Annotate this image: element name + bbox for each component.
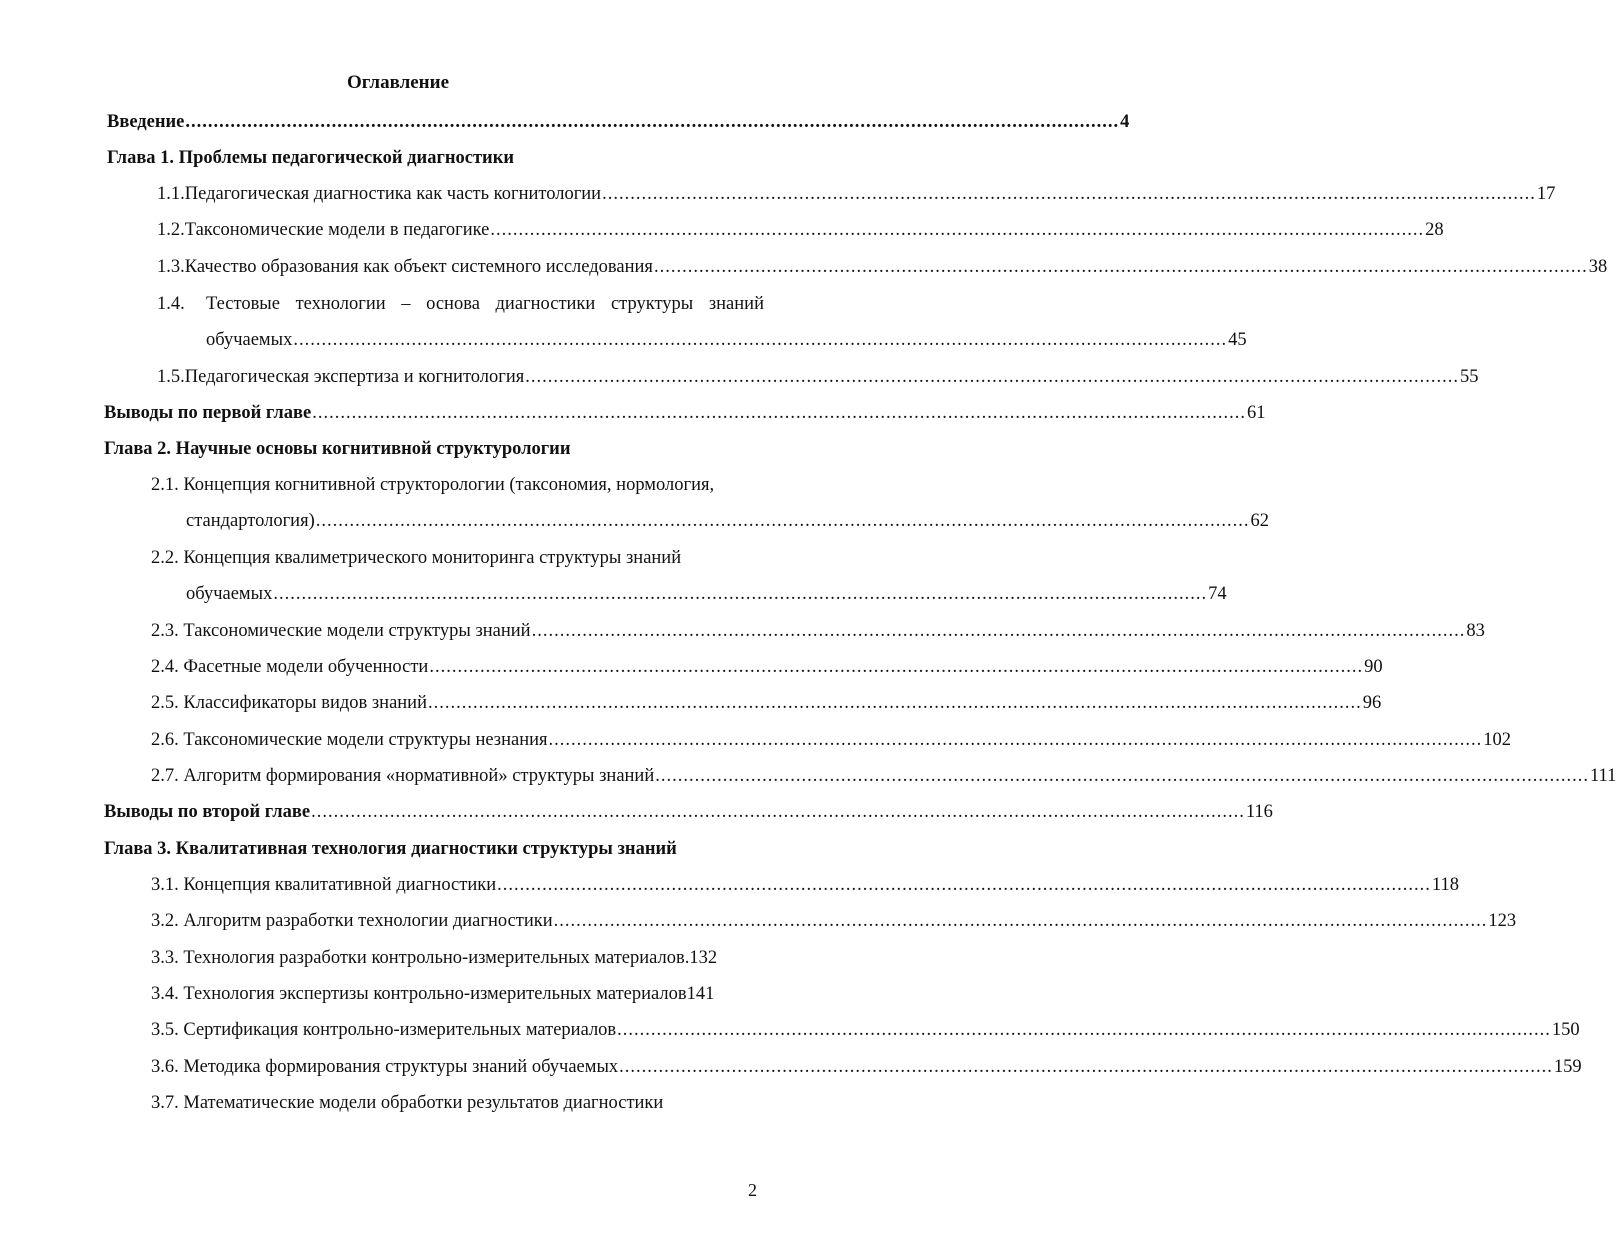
- toc-leader-dots: ......................................................................................................................................................................: [429, 657, 1364, 677]
- toc-entry-label: 3.5. Сертификация контрольно-измерительных материалов: [151, 1020, 617, 1040]
- toc-leader-dots: ......................................................................................................................................................................: [311, 802, 1245, 822]
- toc-entry-label: 3.1. Концепция квалитативной диагностики: [151, 875, 497, 895]
- toc-entry-1-1[interactable]: [157, 182, 1556, 206]
- toc-entry-page: 102: [1483, 730, 1512, 750]
- toc-entry-label: Качество образования как объект системного исследования: [184, 257, 653, 277]
- toc-entry-3-6[interactable]: [151, 1055, 1582, 1079]
- toc-entry-number: 1.5.: [157, 367, 185, 387]
- toc-entry-label: обучаемых: [186, 584, 273, 604]
- toc-leader-dots: ......................................................................................................................................................................: [531, 621, 1466, 641]
- toc-entry-page: 90: [1364, 657, 1383, 677]
- toc-entry-conclusions-1[interactable]: [104, 401, 1266, 425]
- toc-leader-dots: ......................................................................................................................................................................: [602, 184, 1536, 204]
- page-title: Оглавление: [346, 72, 450, 93]
- toc-entry-label: Таксономические модели в педагогике: [184, 220, 490, 240]
- toc-leader-dots: ......................................................................................................................................................................: [525, 367, 1460, 387]
- toc-entry-2-4[interactable]: [151, 655, 1383, 679]
- toc-entry-3-1[interactable]: [151, 873, 1459, 897]
- toc-entry-3-4[interactable]: [151, 982, 714, 1006]
- toc-entry-label: 3.2. Алгоритм разработки технологии диагностики: [151, 911, 553, 931]
- page-number: 2: [748, 1180, 757, 1200]
- toc-entry-label: 2.5. Классификаторы видов знаний: [151, 693, 427, 713]
- toc-entry-3-3[interactable]: [151, 946, 717, 970]
- toc-entry-3-5[interactable]: [151, 1018, 1580, 1042]
- toc-entry-page: 132: [689, 948, 718, 968]
- toc-entry-label: Педагогическая диагностика как часть когнитологии: [184, 184, 602, 204]
- toc-leader-dots: ......................................................................................................................................................................: [553, 911, 1488, 931]
- toc-leader-dots: ......................................................................................................................................................................: [427, 693, 1362, 713]
- toc-entry-2-1-line2[interactable]: [186, 509, 1270, 533]
- toc-entry-page: 150: [1551, 1020, 1580, 1040]
- toc-leader-dots: ......................................................................................................................................................................: [315, 511, 1250, 531]
- toc-entry-page: 141: [686, 984, 715, 1004]
- toc-entry-3-2[interactable]: [151, 909, 1517, 933]
- toc-entry-page: 83: [1466, 621, 1485, 641]
- toc-entry-1-4-line1[interactable]: [206, 292, 764, 316]
- toc-entry-number: 1.3.: [157, 257, 185, 277]
- toc-entry-number: 1.2.: [157, 220, 185, 240]
- toc-entry-page: 17: [1536, 184, 1556, 204]
- toc-entry-2-5[interactable]: [151, 691, 1382, 715]
- toc-chapter-3[interactable]: Глава 3. Квалитативная технология диагностики структуры знаний: [104, 839, 677, 859]
- toc-leader-dots: ......................................................................................................................................................................: [617, 1020, 1551, 1040]
- toc-entry-page: 62: [1250, 511, 1270, 531]
- toc-entry-label: 2.3. Таксономические модели структуры знаний: [151, 621, 531, 641]
- toc-leader-dots: ......................................................................................................................................................................: [273, 584, 1208, 604]
- toc-entry-label: Выводы по второй главе: [104, 802, 311, 822]
- toc-entry-page: 116: [1245, 802, 1273, 822]
- toc-entry-1-4-line2[interactable]: [206, 328, 1247, 352]
- toc-entry-page: 118: [1431, 875, 1459, 895]
- toc-entry-label: Введение: [107, 112, 185, 132]
- toc-leader-dots: ......................................................................................................................................................................: [185, 112, 1120, 132]
- toc-chapter-2[interactable]: Глава 2. Научные основы когнитивной структурологии: [104, 439, 571, 459]
- toc-entry-label: стандартология): [186, 511, 315, 531]
- toc-entry-page: 4: [1120, 112, 1130, 132]
- toc-entry-1-3[interactable]: [157, 255, 1608, 279]
- toc-word: диагностики: [495, 294, 596, 314]
- toc-word: –: [401, 294, 411, 314]
- toc-entry-page: 55: [1460, 367, 1479, 387]
- toc-entry-2-2-line1[interactable]: 2.2. Концепция квалиметрического мониторинга структуры знаний: [151, 548, 682, 568]
- toc-word: основа: [426, 294, 480, 314]
- toc-entry-2-3[interactable]: [151, 619, 1485, 643]
- toc-entry-3-7[interactable]: 3.7. Математические модели обработки результатов диагностики: [151, 1093, 664, 1113]
- toc-leader-dots: ......................................................................................................................................................................: [312, 403, 1246, 423]
- toc-entry-page: 123: [1488, 911, 1517, 931]
- toc-chapter-1[interactable]: Глава 1. Проблемы педагогической диагностики: [107, 148, 515, 168]
- toc-entry-2-7[interactable]: [151, 764, 1616, 788]
- toc-entry-page: 159: [1553, 1057, 1582, 1077]
- toc-entry-page: 28: [1425, 220, 1444, 240]
- toc-entry-1-2[interactable]: [157, 218, 1444, 242]
- toc-entry-label: Педагогическая экспертиза и когнитология: [184, 367, 525, 387]
- toc-entry-page: 38: [1588, 257, 1608, 277]
- toc-leader-dots: ......................................................................................................................................................................: [548, 730, 1483, 750]
- toc-entry-1-5[interactable]: [157, 365, 1479, 389]
- toc-entry-number: 1.4.: [157, 294, 185, 314]
- toc-entry-label: Выводы по первой главе: [104, 403, 312, 423]
- toc-entry-2-6[interactable]: [151, 728, 1512, 752]
- toc-entry-label: 2.7. Алгоритм формирования «нормативной» структуры знаний: [151, 766, 655, 786]
- toc-word: знаний: [708, 294, 764, 314]
- toc-entry-page: 111: [1589, 766, 1616, 786]
- toc-entry-page: 61: [1246, 403, 1266, 423]
- toc-leader-dots: ......................................................................................................................................................................: [490, 220, 1425, 240]
- toc-word: технологии: [295, 294, 386, 314]
- toc-entry-label: 3.3. Технология разработки контрольно-измерительных материалов.: [151, 948, 690, 968]
- toc-entry-page: 45: [1228, 330, 1247, 350]
- toc-entry-intro[interactable]: [107, 110, 1130, 134]
- toc-entry-label: обучаемых: [206, 330, 293, 350]
- toc-entry-number: 1.1.: [157, 184, 185, 204]
- toc-entry-label: 2.6. Таксономические модели структуры незнания: [151, 730, 548, 750]
- toc-entry-page: 96: [1362, 693, 1382, 713]
- toc-entry-2-2-line2[interactable]: [186, 582, 1227, 606]
- toc-entry-conclusions-2[interactable]: [104, 800, 1273, 824]
- toc-entry-2-1-line1[interactable]: 2.1. Концепция когнитивной структорологии (таксономия, нормология,: [151, 475, 715, 495]
- toc-entry-page: 74: [1208, 584, 1227, 604]
- toc-word: структуры: [610, 294, 694, 314]
- toc-leader-dots: ......................................................................................................................................................................: [655, 766, 1589, 786]
- toc-word: Тестовые: [206, 294, 280, 314]
- toc-leader-dots: ......................................................................................................................................................................: [497, 875, 1431, 895]
- toc-leader-dots: ......................................................................................................................................................................: [619, 1057, 1553, 1077]
- toc-entry-label: 2.4. Фасетные модели обученности: [151, 657, 429, 677]
- toc-leader-dots: ......................................................................................................................................................................: [653, 257, 1588, 277]
- toc-leader-dots: ......................................................................................................................................................................: [293, 330, 1228, 350]
- toc-entry-label: 3.6. Методика формирования структуры знаний обучаемых: [151, 1057, 619, 1077]
- toc-entry-label: 3.4. Технология экспертизы контрольно-измерительных материалов: [151, 984, 687, 1004]
